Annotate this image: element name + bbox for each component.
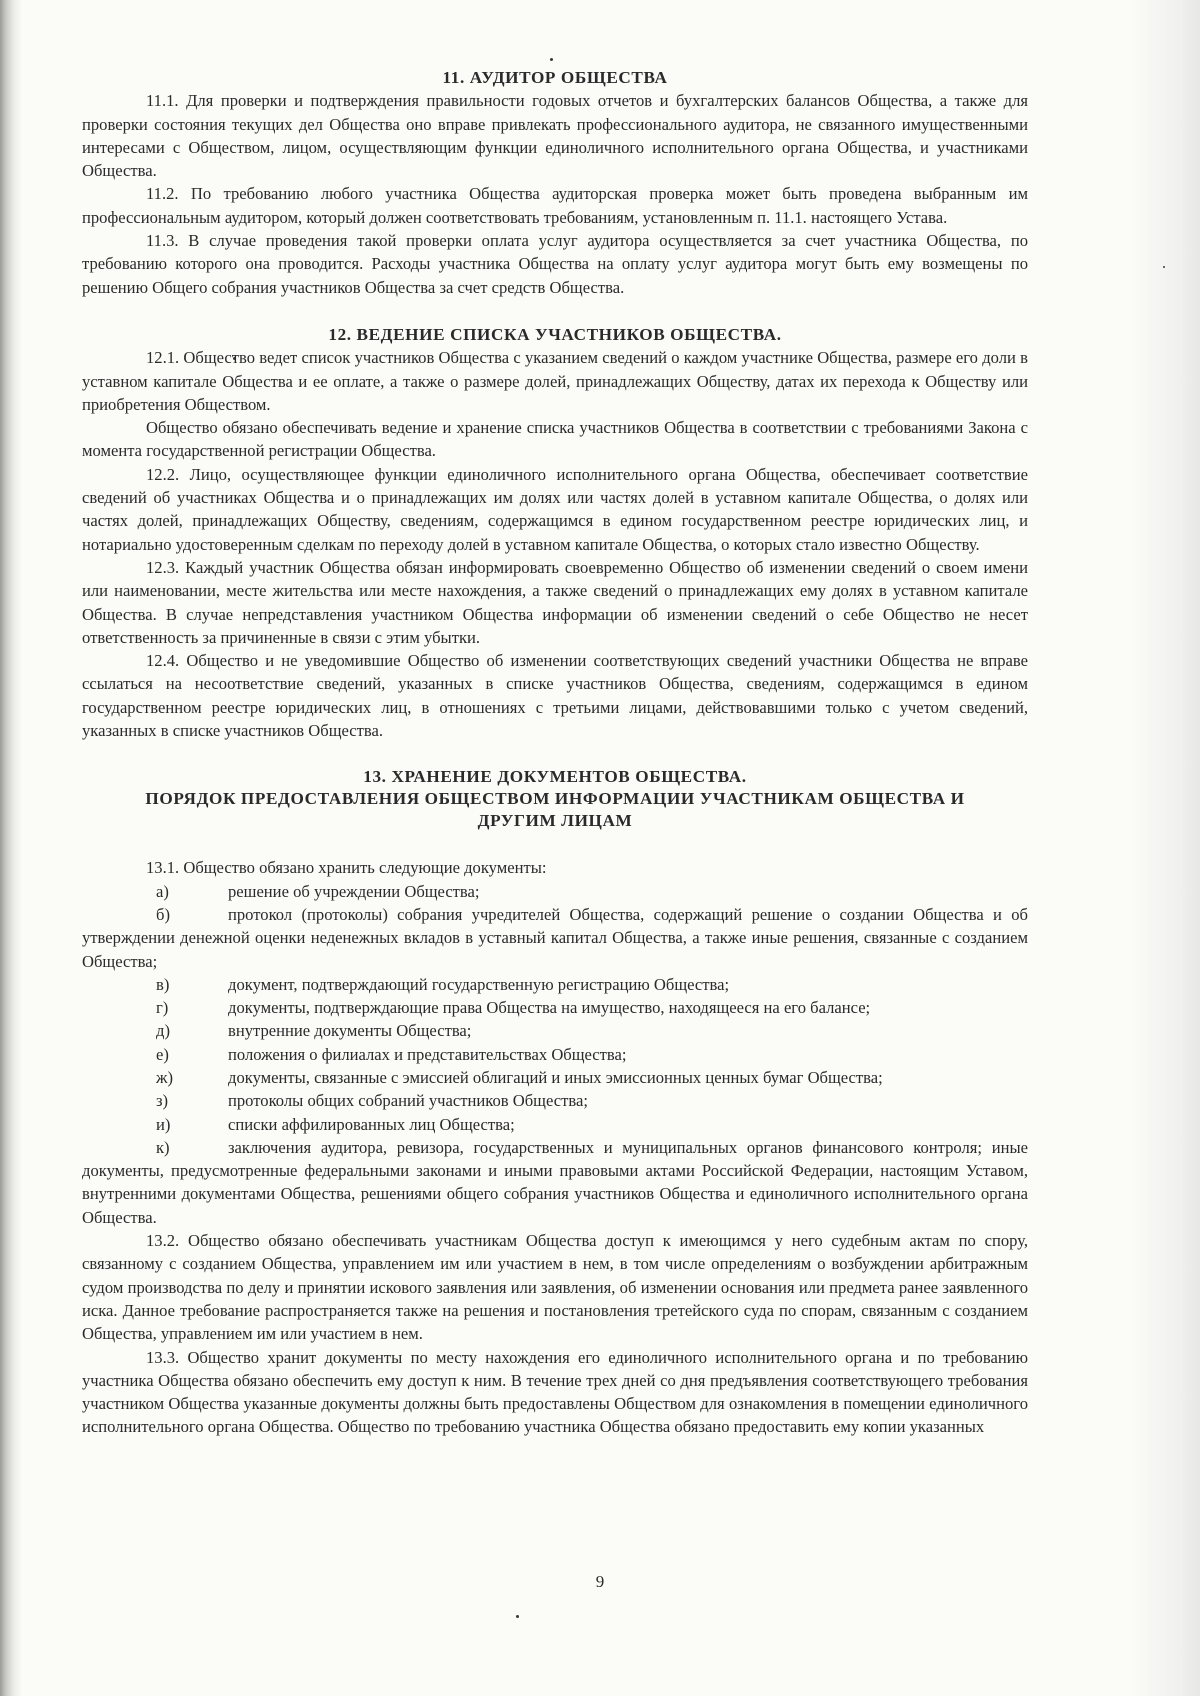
paragraph-12-3: 12.3. Каждый участник Общества обязан информировать своевременно Общество об изменении сведений о своем имени или наименовании, месте жительства или месте нахождения, а также сведений о принадлежащих ему долях в уставном капитале Общества. В случае непредставления участником Общества информации об изменении сведений о себе Общество не несет ответственность за причиненные в связи с этим убытки. [82, 557, 1028, 647]
list-item-i [82, 1113, 1028, 1136]
list-item-text: заключения аудитора, ревизора, государственных и муниципальных органов финансового контроля; иные документы, предусмотренные федеральными законами и иными правовыми актами Российской Федерации, настоящим Уставом, внутренними документами Общества, решениями общего собрания участников Общества и единоличного исполнительного органа Общества. [82, 1137, 1028, 1227]
paragraph-12-1: 12.1. Общество ведет список участников Общества с указанием сведений о каждом участнике Общества, размере его доли в уставном капитале Общества и ее оплате, а также о размере долей, принадлежащих Обществу, датах их перехода к Обществу или приобретения Обществом. [82, 348, 1028, 414]
list-marker: д) [156, 1021, 170, 1041]
list-item-zh [82, 1066, 1028, 1089]
scan-speck [1163, 266, 1165, 268]
section-13-title-line-1: 13. ХРАНЕНИЕ ДОКУМЕНТОВ ОБЩЕСТВА. [363, 767, 747, 787]
paragraph-12-1-cont: Общество обязано обеспечивать ведение и хранение списка участников Общества в соответствии с требованиями Закона с момента государственной регистрации Общества. [82, 418, 1028, 461]
paragraph-11-3: 11.3. В случае проведения такой проверки оплата услуг аудитора осуществляется за счет участника Общества, по требованию которого она проводится. Расходы участника Общества на оплату услуг аудитора могут быть ему возмещены по решению Общего собрания участников Общества за счет средств Общества. [82, 231, 1028, 297]
document-body [82, 66, 1028, 1439]
scan-edge-shadow-right [1130, 0, 1200, 1696]
paragraph-11-1: 11.1. Для проверки и подтверждения правильности годовых отчетов и бухгалтерских балансов Общества, а также для проверки состояния текущих дел Общества оно вправе привлекать профессионального аудитора, не связанного имущественными интересами с Обществом, лицом, осуществляющим функции единоличного исполнительного органа Общества, и участниками Общества. [82, 91, 1028, 181]
list-item-text: протокол (протоколы) собрания учредителей Общества, содержащий решение о создании Общества и об утверждении денежной оценки неденежных вкладов в уставный капитал Общества, а также иные решения, связанные с созданием Общества; [82, 904, 1028, 971]
list-item-a [82, 880, 1028, 903]
list-marker: в) [156, 974, 170, 994]
section-13-gap [82, 832, 1028, 856]
list-marker: б) [156, 904, 170, 924]
paragraph-13-3: 13.3. Общество хранит документы по месту нахождения его единоличного исполнительного органа и по требованию участника Общества обязано обеспечить ему доступ к ним. В течение трех дней со дня предъявления соответствующего требования участником Общества указанные документы должны быть предоставлены Обществом для ознакомления в помещении единоличного исполнительного органа Общества. Общество по требованию участника Общества обязано предоставить ему копии указанных [82, 1347, 1028, 1437]
paragraph-13-1: 13.1. Общество обязано хранить следующие документы: [146, 858, 547, 878]
list-marker: к) [156, 1137, 170, 1157]
list-item-v [82, 973, 1028, 996]
section-13-title [82, 766, 1028, 832]
scan-speck [516, 1615, 519, 1618]
section-13-title-line-3: ДРУГИМ ЛИЦАМ [477, 811, 633, 831]
section-13-title-line-2: ПОРЯДОК ПРЕДОСТАВЛЕНИЯ ОБЩЕСТВОМ ИНФОРМАЦИИ УЧАСТНИКАМ ОБЩЕСТВА И [145, 789, 965, 809]
list-item-k [82, 1136, 1028, 1229]
list-marker: з) [156, 1091, 169, 1111]
list-marker: и) [156, 1114, 171, 1134]
list-item-text: внутренние документы Общества; [228, 1021, 472, 1041]
list-marker: ж) [156, 1067, 173, 1087]
list-item-text: документ, подтверждающий государственную регистрацию Общества; [228, 974, 730, 994]
list-item-text: решение об учреждении Общества; [228, 881, 480, 901]
paragraph-12-2: 12.2. Лицо, осуществляющее функции единоличного исполнительного органа Общества, обеспечивает соответствие сведений об участниках Общества и о принадлежащих им долях или частях долей в уставном капитале Общества, о долях или частях долей, принадлежащих Обществу, сведениям, содержащимся в едином государственном реестре юридических лиц, и нотариально удостоверенным сделкам по переходу долей в уставном капитале Общества, о которых стало известно Обществу. [82, 464, 1028, 554]
list-item-d [82, 1019, 1028, 1042]
scan-speck [550, 58, 553, 61]
list-item-text: положения о филиалах и представительствах Общества; [228, 1044, 627, 1064]
list-item-z [82, 1089, 1028, 1112]
list-marker: г) [156, 998, 169, 1018]
list-item-text: протоколы общих собраний участников Общества; [228, 1091, 588, 1111]
list-item-g [82, 996, 1028, 1019]
section-11-title: 11. АУДИТОР ОБЩЕСТВА [442, 68, 668, 87]
list-item-e [82, 1043, 1028, 1066]
list-item-text: списки аффилированных лиц Общества; [228, 1114, 515, 1134]
paragraph-12-4: 12.4. Общество и не уведомившие Общество об изменении соответствующих сведений участники Общества не вправе ссылаться на несоответствие сведений, указанных в списке участников Общества, сведениям, содержащимся в едином государственном реестре юридических лиц, в отношениях с третьими лицами, действовавшими только с учетом сведений, указанных в списке участников Общества. [82, 651, 1028, 741]
list-marker: а) [156, 881, 169, 901]
page-number: 9 [595, 1572, 605, 1591]
list-item-b [82, 903, 1028, 973]
list-marker: е) [156, 1044, 169, 1064]
list-item-text: документы, связанные с эмиссией облигаций и иных эмиссионных ценных бумаг Общества; [228, 1067, 883, 1087]
paragraph-11-2: 11.2. По требованию любого участника Общества аудиторская проверка может быть проведена выбранным им профессиональным аудитором, который должен соответствовать требованиям, установленным п. 11.1. настоящего Устава. [82, 184, 1028, 227]
section-12-title: 12. ВЕДЕНИЕ СПИСКА УЧАСТНИКОВ ОБЩЕСТВА. [328, 324, 782, 344]
paragraph-13-2: 13.2. Общество обязано обеспечивать участникам Общества доступ к имеющимся у него судебным актам по спору, связанному с созданием Общества, управлением им или участием в нем, в том числе определениям о возбуждении арбитражным судом производства по делу и принятии искового заявления или заявления, об изменении основания или предмета ранее заявленного иска. Данное требование распространяется также на решения и постановления третейского суда по спорам, связанным с созданием Общества, управлением им или участием в нем. [82, 1231, 1028, 1344]
scan-edge-shadow-left [0, 0, 22, 1696]
list-item-text: документы, подтверждающие права Общества на имущество, находящееся на его балансе; [228, 998, 871, 1018]
